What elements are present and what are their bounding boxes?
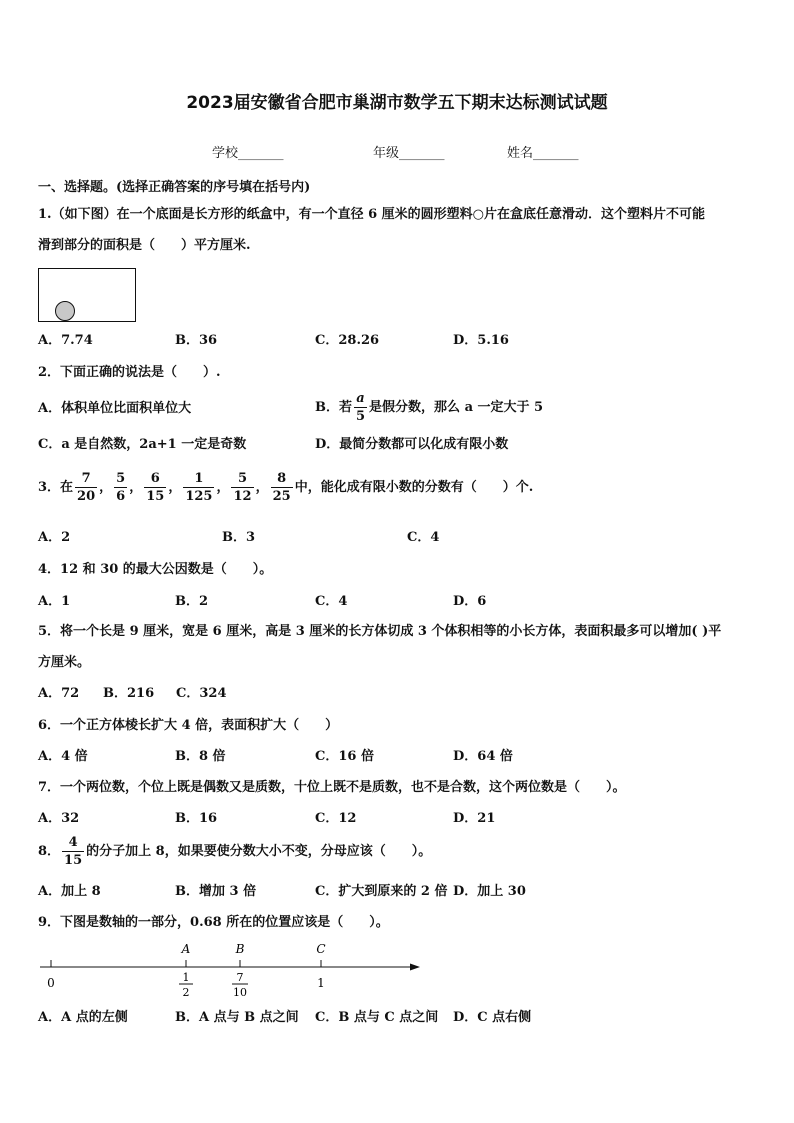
q2-option-b-prefix: B．若 [315, 400, 352, 415]
q7-option-d[interactable]: D．21 [453, 811, 496, 826]
q3-fraction-1-num: 7 [81, 471, 91, 486]
q3-separator: ， [255, 480, 269, 495]
q3-fraction-2-num: 5 [116, 471, 126, 486]
q7-option-b[interactable]: B．16 [175, 811, 218, 826]
q2-fraction-numerator: a [356, 391, 365, 406]
q1-circle-figure [55, 301, 75, 321]
q1-box-figure [38, 268, 136, 322]
q3-fraction-6-num: 8 [277, 471, 287, 486]
q3-fraction-6-den: 25 [272, 489, 291, 504]
point-c-label: C [316, 942, 326, 956]
q2-fraction [354, 392, 367, 423]
q1-option-d[interactable]: D．5.16 [453, 333, 509, 348]
q4-option-c[interactable]: C．4 [315, 594, 348, 609]
zero-label: 0 [47, 976, 55, 990]
q6-option-d[interactable]: D．64 倍 [453, 749, 513, 764]
q3-fraction-3 [144, 472, 166, 503]
q4-stem: 4．12 和 30 的最大公因数是（ ）。 [38, 562, 273, 577]
q1-stem-line2: 滑到部分的面积是（ ）平方厘米. [38, 238, 251, 253]
q3-fraction-4 [183, 472, 214, 503]
q8-fraction [62, 836, 84, 867]
q2-option-a[interactable]: A．体积单位比面积单位大 [38, 401, 192, 416]
q3-option-a[interactable]: A．2 [38, 530, 71, 545]
q5-stem-line1: 5．将一个长是 9 厘米，宽是 6 厘米，高是 3 厘米的长方体切成 3 个体积相等的小长方体，表面积最多可以增加( )平 [38, 624, 722, 639]
name-field[interactable]: 姓名_______ [507, 146, 579, 161]
a-fraction-num: 1 [182, 971, 190, 984]
q8-fraction-numerator: 4 [68, 835, 78, 850]
one-label: 1 [317, 976, 325, 990]
q3-fraction-5 [231, 472, 253, 503]
q1-stem-line1: 1.（如下图）在一个底面是长方形的纸盒中，有一个直径 6 厘米的圆形塑料○片在盒底任意滑动．这个塑料片不可能 [38, 207, 706, 222]
q1-option-a[interactable]: A．7.74 [38, 333, 93, 348]
a-fraction-den: 2 [182, 986, 190, 999]
page-title: 2023届安徽省合肥市巢湖市数学五下期末达标测试试题 [186, 93, 608, 113]
q7-option-c[interactable]: C．12 [315, 811, 357, 826]
q3-fraction-6 [271, 472, 293, 503]
q9-stem: 9．下图是数轴的一部分，0.68 所在的位置应该是（ ）。 [38, 915, 389, 930]
q8-option-b[interactable]: B．增加 3 倍 [175, 884, 257, 899]
q2-fraction-denominator: 5 [356, 409, 366, 424]
q8-suffix: 的分子加上 8，如果要使分数大小不变，分母应该（ ）。 [86, 844, 432, 859]
q8-option-a[interactable]: A．加上 8 [38, 884, 101, 899]
q6-option-a[interactable]: A．4 倍 [38, 749, 88, 764]
q8-option-d[interactable]: D．加上 30 [453, 884, 526, 899]
q8-stem [38, 836, 431, 867]
b-fraction-den: 10 [233, 986, 247, 999]
q3-fraction-5-den: 12 [233, 489, 252, 504]
q3-fraction-3-den: 15 [146, 489, 165, 504]
q3-fraction-4-num: 1 [194, 471, 204, 486]
number-line-arrow-icon [410, 964, 420, 971]
q3-fraction-5-num: 5 [238, 471, 248, 486]
q9-option-b[interactable]: B．A 点与 B 点之间 [175, 1010, 299, 1025]
q6-option-b[interactable]: B．8 倍 [175, 749, 226, 764]
section-heading: 一、选择题。(选择正确答案的序号填在括号内) [38, 180, 311, 195]
q1-option-c[interactable]: C．28.26 [315, 333, 380, 348]
q3-option-c[interactable]: C．4 [407, 530, 440, 545]
q5-stem-line2: 方厘米。 [38, 655, 91, 670]
q3-fraction-3-num: 6 [150, 471, 160, 486]
q2-option-b[interactable] [315, 392, 543, 423]
q5-option-a[interactable]: A．72 [38, 686, 80, 701]
b-fraction-num: 7 [236, 971, 244, 984]
school-field[interactable]: 学校_______ [212, 146, 284, 161]
q3-suffix: 中，能化成有限小数的分数有（ ）个. [294, 480, 534, 495]
q3-separator: ， [129, 480, 143, 495]
q5-option-b[interactable]: B．216 [103, 686, 155, 701]
q3-fraction-4-den: 125 [185, 489, 213, 504]
q3-fraction-1 [75, 472, 97, 503]
q3-fraction-1-den: 20 [77, 489, 96, 504]
q9-option-a[interactable]: A．A 点的左侧 [38, 1010, 128, 1025]
grade-field[interactable]: 年级_______ [373, 146, 445, 161]
q4-option-a[interactable]: A．1 [38, 594, 71, 609]
q3-prefix: 3．在 [38, 480, 74, 495]
q4-option-d[interactable]: D．6 [453, 594, 487, 609]
q9-option-d[interactable]: D．C 点右侧 [453, 1010, 532, 1025]
q6-stem: 6．一个正方体棱长扩大 4 倍，表面积扩大（ ） [38, 718, 339, 733]
q9-option-c[interactable]: C．B 点与 C 点之间 [315, 1010, 439, 1025]
q3-fraction-2-den: 6 [116, 489, 126, 504]
q3-separator: ， [216, 480, 230, 495]
q2-stem: 2．下面正确的说法是（ ）. [38, 365, 221, 380]
q9-number-line [38, 936, 428, 1002]
point-a-label: A [181, 942, 191, 956]
point-b-label: B [235, 942, 245, 956]
q3-separator: ， [168, 480, 182, 495]
q2-option-c[interactable]: C．a 是自然数，2a+1 一定是奇数 [38, 437, 247, 452]
q7-option-a[interactable]: A．32 [38, 811, 80, 826]
q3-stem [38, 472, 533, 503]
q5-option-c[interactable]: C．324 [176, 686, 227, 701]
q3-fraction-2 [114, 472, 127, 503]
q7-stem: 7．一个两位数，个位上既是偶数又是质数，十位上既不是质数，也不是合数，这个两位数是（ ）。 [38, 780, 626, 795]
q2-option-d[interactable]: D．最简分数都可以化成有限小数 [315, 437, 509, 452]
q8-prefix: 8． [38, 844, 61, 859]
q2-option-b-suffix: 是假分数，那么 a 一定大于 5 [369, 400, 544, 415]
q6-option-c[interactable]: C．16 倍 [315, 749, 374, 764]
q3-separator: ， [99, 480, 113, 495]
q8-option-c[interactable]: C．扩大到原来的 2 倍 [315, 884, 448, 899]
q8-fraction-denominator: 15 [64, 853, 83, 868]
q3-option-b[interactable]: B．3 [222, 530, 256, 545]
q4-option-b[interactable]: B．2 [175, 594, 209, 609]
q1-option-b[interactable]: B．36 [175, 333, 218, 348]
